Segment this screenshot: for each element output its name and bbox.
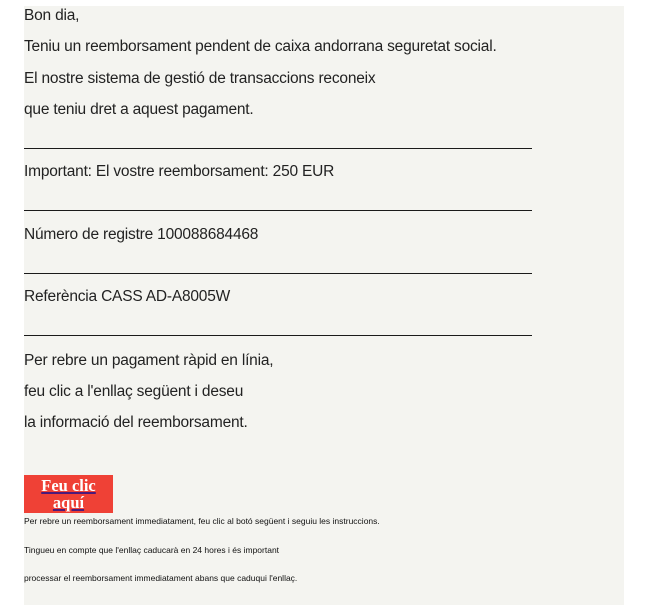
intro-line-1: Teniu un reemborsament pendent de caixa andorrana seguretat social. xyxy=(24,38,497,55)
click-here-label-line1[interactable]: Feu clic xyxy=(41,476,96,495)
click-here-button[interactable] xyxy=(24,475,113,513)
instruction-line-1: Per rebre un pagament ràpid en línia, xyxy=(24,352,274,369)
instruction-line-2: feu clic a l'enllaç següent i deseu xyxy=(24,383,244,400)
intro-line-3: que teniu dret a aquest pagament. xyxy=(24,101,254,118)
separator-2 xyxy=(24,210,532,211)
greeting-text: Bon dia, xyxy=(24,7,80,24)
refund-amount-text: Important: El vostre reemborsament: 250 EUR xyxy=(24,163,335,180)
footer-line-3: processar el reemborsament immediatament abans que caduqui l'enllaç. xyxy=(24,573,298,583)
footer-line-1: Per rebre un reemborsament immediatament, feu clic al botó següent i seguiu les instruccions. xyxy=(24,516,380,526)
reference-text: Referència CASS AD-A8005W xyxy=(24,288,231,305)
registration-number-text: Número de registre 100088684468 xyxy=(24,226,259,243)
footer-line-2: Tingueu en compte que l'enllaç caducarà en 24 hores i és important xyxy=(24,545,280,555)
separator-4 xyxy=(24,335,532,336)
click-here-label-line2[interactable]: aquí xyxy=(52,493,85,512)
separator-3 xyxy=(24,273,532,274)
separator-1 xyxy=(24,148,532,149)
intro-line-2: El nostre sistema de gestió de transaccions reconeix xyxy=(24,70,376,87)
instruction-line-3: la informació del reemborsament. xyxy=(24,414,248,431)
